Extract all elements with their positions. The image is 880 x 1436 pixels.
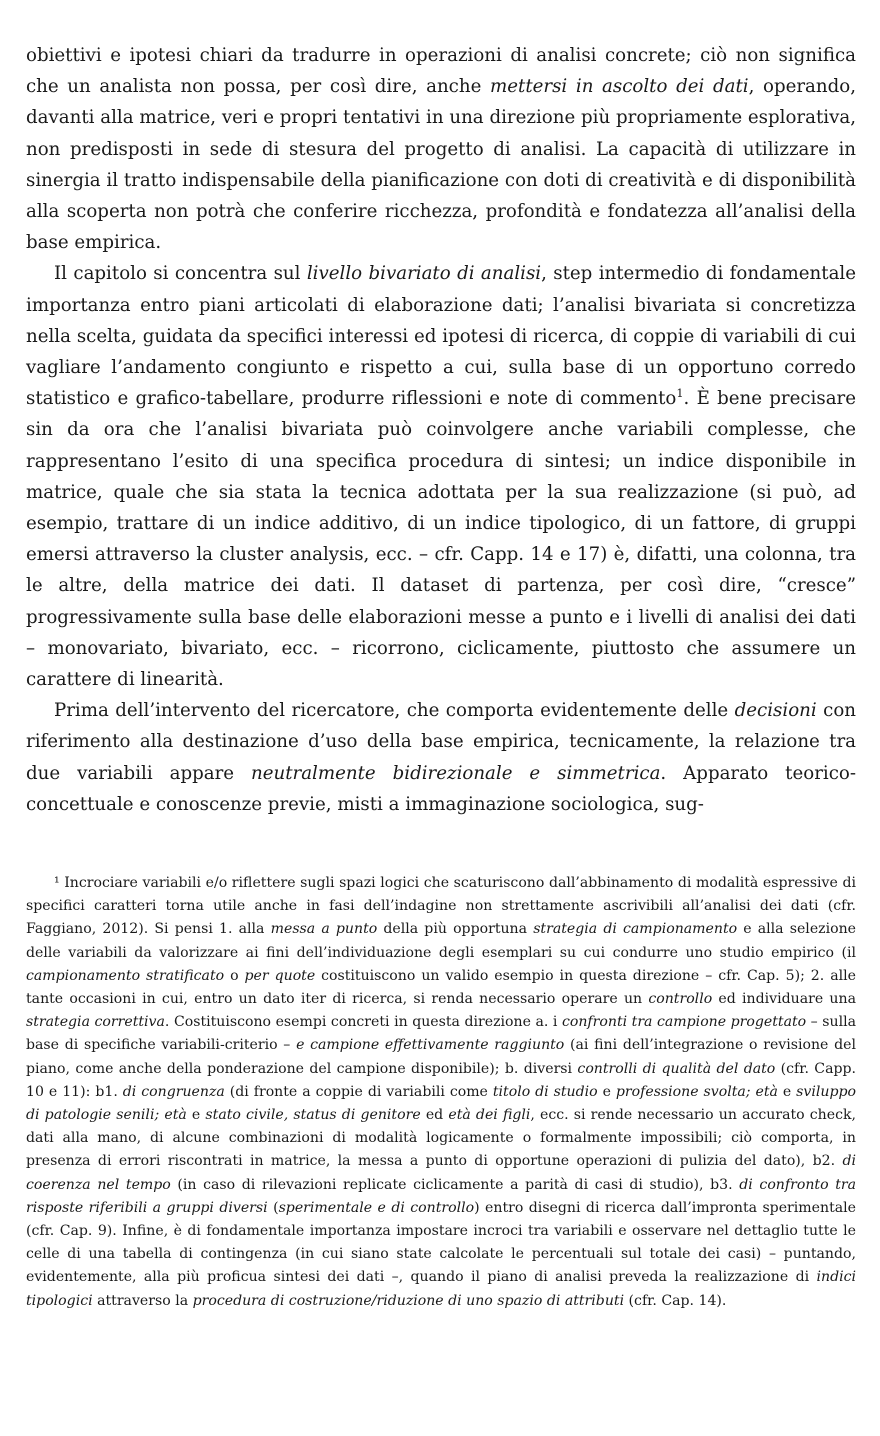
footnote-1 bbox=[26, 872, 856, 1313]
italic-text: titolo di studio bbox=[492, 1083, 598, 1100]
italic-text: di confronto tra risposte riferibili a gruppi diversi bbox=[26, 1176, 856, 1216]
text-run: obiettivi e ipotesi chiari da tradurre in operazioni di analisi concrete; ciò non significa che un analista non possa, per così dire, anche bbox=[26, 45, 856, 98]
text-run: e bbox=[777, 1083, 797, 1100]
main-text bbox=[26, 40, 856, 820]
text-run: ) entro disegni di ricerca dall’impronta sperimentale (cfr. Cap. 9). Infine, è di fondamentale importanza impostare incroci tra variabili e osservare nel dettaglio tutte le celle di una tabella di contingenza (in cui siano state calcolate le percentuali sul totale dei casi) – puntando, evidentemente, alla più proficua sintesi dei dati –, quando il piano di analisi preveda la realizzazione di bbox=[26, 1199, 856, 1286]
text-run: (cfr. Cap. 14). bbox=[624, 1292, 727, 1309]
text-run: , step intermedio di fondamentale importanza entro piani articolati di elaborazione dati; l’analisi bivariata si concretizza nella scelta, guidata da specifici interessi ed ipotesi di ricerca, di coppie di variabili di cui vagliare l’andamento congiunto e rispetto a cui, sulla base di un opportuno corredo statistico e grafico-tabellare, produrre riflessioni e note di commento bbox=[26, 263, 857, 410]
text-run: (di fronte a coppie di variabili come bbox=[224, 1083, 493, 1100]
italic-text: per quote bbox=[244, 967, 316, 984]
italic-text: e campione effettivamente raggiunto bbox=[296, 1037, 565, 1054]
text-run: e alla selezione delle variabili da valorizzare ai fini dell’individuazione degli esemplari su cui condurre uno studio empirico (il bbox=[26, 921, 856, 961]
text-run: ed individuare una bbox=[712, 991, 856, 1008]
text-run: o bbox=[224, 967, 245, 984]
text-run: . Costituiscono esempi concreti in questa direzione a. i bbox=[164, 1014, 562, 1031]
italic-text: campionamento stratificato bbox=[26, 967, 225, 984]
italic-text: mettersi in ascolto dei dati bbox=[490, 76, 749, 98]
italic-text: controlli di qualità del dato bbox=[577, 1060, 776, 1077]
italic-text: età dei figli bbox=[448, 1107, 531, 1124]
italic-text: professione svolta; età bbox=[615, 1083, 778, 1100]
italic-text: controllo bbox=[648, 991, 713, 1008]
italic-text: strategia correttiva bbox=[26, 1014, 165, 1031]
text-run: attraverso la bbox=[92, 1292, 193, 1309]
italic-text: confronti tra campione progettato bbox=[561, 1014, 807, 1031]
italic-text: strategia di campionamento bbox=[533, 921, 738, 938]
italic-text: neutralmente bidirezionale e simmetrica bbox=[251, 762, 661, 784]
italic-text: livello bivariato di analisi bbox=[306, 263, 542, 285]
page-body bbox=[26, 40, 856, 820]
italic-text: di congruenza bbox=[122, 1083, 225, 1100]
text-run: ed bbox=[420, 1107, 449, 1124]
footnote-ref: 1 bbox=[676, 387, 684, 401]
text-run: ¹ Incrociare variabili e/o riflettere sugli spazi logici che scaturiscono dall’abbinamento di modalità espressive di specifici caratteri torna utile anche in fasi dell’indagine non strettamente ascrivibili all’analisi dei dati (cfr. Faggiano, 2012). Si pensi 1. alla bbox=[26, 875, 856, 938]
paragraph-3 bbox=[26, 695, 856, 820]
italic-text: procedura di costruzione/riduzione di uno spazio di attributi bbox=[192, 1292, 625, 1309]
text-run: Prima dell’intervento del ricercatore, che comporta evidentemente delle bbox=[54, 700, 735, 722]
text-run: – sulla base di specifiche variabili-criterio – bbox=[26, 1014, 857, 1054]
text-run: costituiscono un valido esempio in questa direzione – cfr. Cap. 5); 2. alle tante occasioni in cui, entro un dato iter di ricerca, si renda necessario operare un bbox=[26, 967, 856, 1008]
text-run: ( bbox=[267, 1199, 279, 1216]
text-run: della più opportuna bbox=[377, 921, 534, 938]
text-run: con riferimento alla destinazione d’uso della base empirica, tecnicamente, la relazione tra due variabili appare bbox=[26, 700, 856, 784]
text-run: . Apparato teorico-concettuale e conoscenze previe, misti a immaginazione sociologica, sug- bbox=[26, 762, 856, 815]
text-run: (in caso di rilevazioni replicate ciclicamente a parità di casi di studio), b3. bbox=[170, 1176, 740, 1193]
italic-text: decisioni bbox=[734, 700, 817, 722]
text-run: . È bene precisare sin da ora che l’analisi bivariata può coinvolgere anche variabili complesse, che rappresentano l’esito di una specifica procedura di sintesi; un indice disponibile in matrice, quale che sia stata la tecnica adottata per la sua realizzazione (si può, ad esempio, trattare di un indice additivo, di un indice tipologico, di un fattore, di gruppi emersi attraverso la cluster analysis, ecc. – cfr. Capp. 14 e 17) è, difatti, una colonna, tra le altre, della matrice dei dati. Il dataset di partenza, per così dire, “cresce” progressivamente sulla base delle elaborazioni messe a punto e i livelli di analisi dei dati – monovariato, bivariato, ecc. – ricorrono, ciclicamente, piuttosto che assumere un carattere di linearità. bbox=[26, 388, 856, 691]
italic-text: indici tipologici bbox=[26, 1269, 856, 1309]
text-run: , operando, davanti alla matrice, veri e propri tentativi in una direzione più propriamente esplorativa, non predisposti in sede di stesura del progetto di analisi. La capacità di utilizzare in sinergia il tratto indispensabile della pianificazione con doti di creatività e di disponibilità alla scoperta non potrà che conferire ricchezza, profondità e fondatezza all’analisi della base empirica. bbox=[26, 76, 856, 254]
paragraph-2 bbox=[26, 258, 856, 695]
text-run: e bbox=[186, 1107, 206, 1124]
text-run: , ecc. si rende necessario un accurato check, dati alla mano, di alcune combinazioni di modalità logicamente o formalmente impossibili; ciò comporta, in presenza di errori riscontrati in matrice, la messa a punto di opportune operazioni di pulizia del dato), b2. bbox=[26, 1107, 857, 1170]
text-run: Il capitolo si concentra sul bbox=[54, 263, 307, 285]
italic-text: sperimentale e di controllo bbox=[278, 1199, 475, 1216]
text-run: e bbox=[597, 1083, 616, 1100]
italic-text: sviluppo di patologie senili; età bbox=[26, 1083, 856, 1124]
italic-text: messa a punto bbox=[270, 921, 378, 938]
footnote-text bbox=[26, 872, 856, 1313]
italic-text: stato civile, status di genitore bbox=[205, 1107, 421, 1124]
paragraph-1 bbox=[26, 40, 856, 258]
text-run: (ai fini dell’integrazione o revisione del piano, come anche della ponderazione del campione disponibile); b. diversi bbox=[26, 1037, 856, 1077]
text-run: (cfr. Capp. 10 e 11): b1. bbox=[26, 1060, 857, 1100]
italic-text: di coerenza nel tempo bbox=[26, 1153, 856, 1193]
